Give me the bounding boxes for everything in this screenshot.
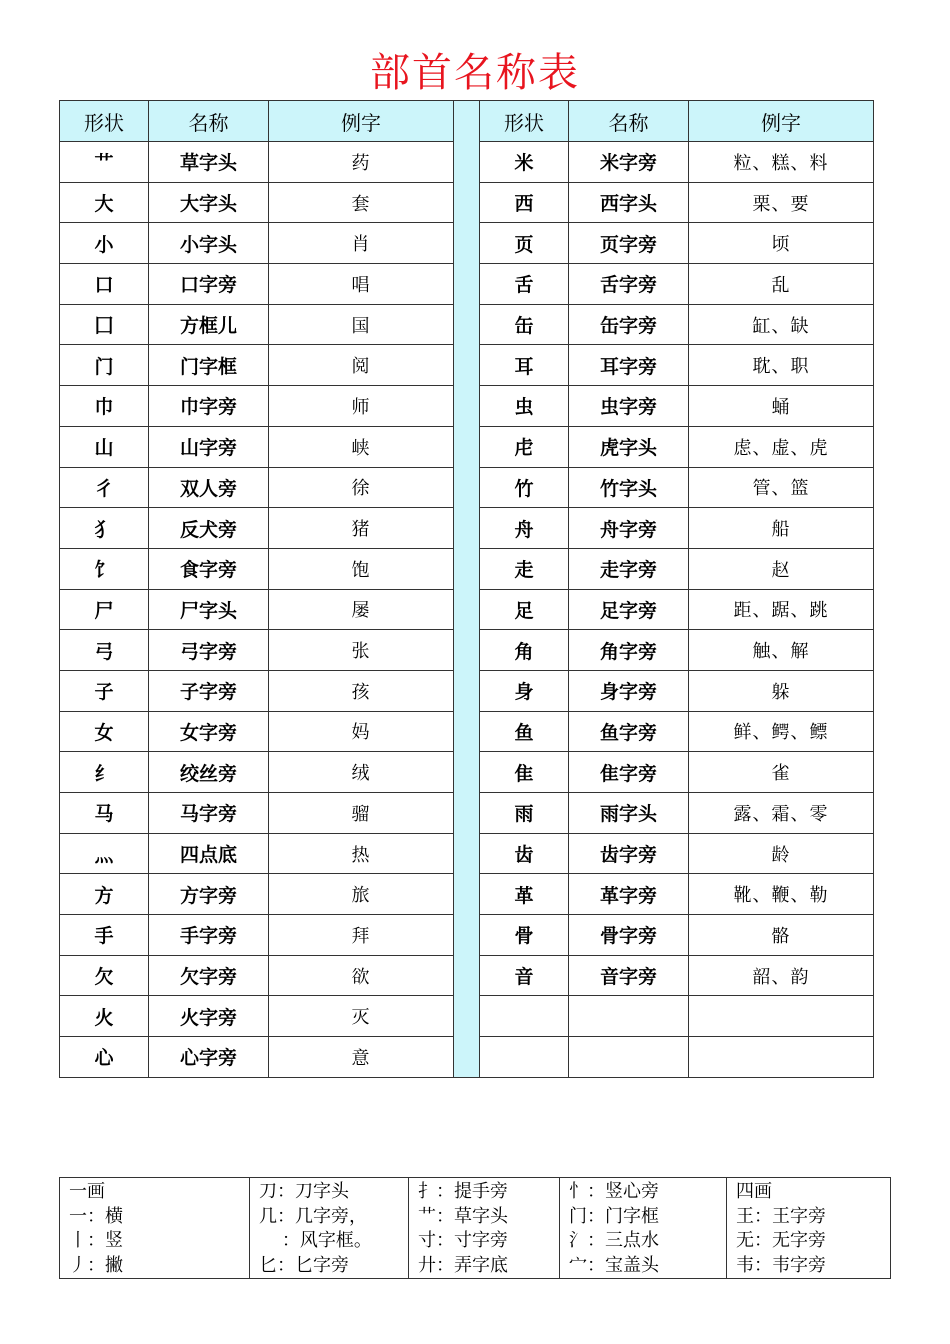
radical-shape: 耳 (480, 345, 569, 386)
radical-name: 尸字头 (149, 589, 269, 630)
radical-shape: 隹 (480, 752, 569, 793)
radical-table-body (60, 101, 874, 1078)
radical-name: 手字旁 (149, 915, 269, 956)
radical-shape: 彳 (60, 467, 149, 508)
radical-name: 欠字旁 (149, 955, 269, 996)
radical-example: 耽、职 (689, 345, 874, 386)
radical-name (569, 996, 689, 1037)
radical-name: 舟字旁 (569, 508, 689, 549)
radical-shape: 大 (60, 182, 149, 223)
radical-example: 赵 (689, 548, 874, 589)
radical-shape: 舌 (480, 264, 569, 305)
radical-shape: 缶 (480, 304, 569, 345)
radical-shape: 灬 (60, 833, 149, 874)
radical-name: 革字旁 (569, 874, 689, 915)
radical-example (689, 1037, 874, 1078)
radical-name: 页字旁 (569, 223, 689, 264)
stroke-legend-line: 氵：三点水 (569, 1230, 659, 1251)
radical-shape: 女 (60, 711, 149, 752)
stroke-legend-line: 匕：匕字旁 (259, 1254, 349, 1276)
radical-example: 骝 (269, 793, 454, 834)
radical-name: 走字旁 (569, 548, 689, 589)
radical-example: 顷 (689, 223, 874, 264)
radical-shape: 纟 (60, 752, 149, 793)
radical-shape: 身 (480, 670, 569, 711)
stroke-legend-cell (60, 1178, 250, 1279)
radical-name: 子字旁 (149, 670, 269, 711)
radical-shape: 小 (60, 223, 149, 264)
radical-shape: 足 (480, 589, 569, 630)
radical-name: 弓字旁 (149, 630, 269, 671)
header-name: 名称 (569, 101, 689, 142)
stroke-legend-table (59, 1177, 891, 1279)
radical-example: 韶、韵 (689, 955, 874, 996)
radical-name: 虎字头 (569, 426, 689, 467)
radical-example: 热 (269, 833, 454, 874)
header-name: 名称 (149, 101, 269, 142)
radical-example: 雀 (689, 752, 874, 793)
radical-shape: 口 (60, 264, 149, 305)
radical-shape: 艹 (60, 142, 149, 183)
stroke-legend-row (60, 1178, 891, 1279)
radical-shape: 虫 (480, 386, 569, 427)
radical-shape: 子 (60, 670, 149, 711)
radical-name: 角字旁 (569, 630, 689, 671)
radical-name: 双人旁 (149, 467, 269, 508)
stroke-legend-cell (727, 1178, 891, 1279)
column-separator (454, 101, 480, 1078)
radical-name: 马字旁 (149, 793, 269, 834)
radical-example: 绒 (269, 752, 454, 793)
radical-name: 缶字旁 (569, 304, 689, 345)
header-shape: 形状 (60, 101, 149, 142)
radical-shape: 竹 (480, 467, 569, 508)
radical-shape: 饣 (60, 548, 149, 589)
radical-example: 唱 (269, 264, 454, 305)
radical-example: 饱 (269, 548, 454, 589)
radical-name: 绞丝旁 (149, 752, 269, 793)
stroke-legend-line: 韦：韦字旁 (736, 1254, 826, 1276)
radical-name: 米字旁 (569, 142, 689, 183)
radical-name: 齿字旁 (569, 833, 689, 874)
stroke-legend-line: 四画 (736, 1181, 772, 1202)
radical-name: 足字旁 (569, 589, 689, 630)
radical-shape: 手 (60, 915, 149, 956)
radical-example: 意 (269, 1037, 454, 1078)
stroke-legend-line: 一：横 (69, 1205, 123, 1227)
radical-shape: 齿 (480, 833, 569, 874)
radical-shape: 骨 (480, 915, 569, 956)
radical-shape: 角 (480, 630, 569, 671)
radical-shape: 西 (480, 182, 569, 223)
radical-shape: 音 (480, 955, 569, 996)
radical-name: 骨字旁 (569, 915, 689, 956)
radical-example: 栗、要 (689, 182, 874, 223)
radical-shape: 鱼 (480, 711, 569, 752)
radical-shape (480, 996, 569, 1037)
stroke-legend-line: 宀：宝盖头 (569, 1254, 659, 1276)
radical-example: 靴、鞭、勒 (689, 874, 874, 915)
stroke-legend-cell (409, 1178, 560, 1279)
radical-name: 草字头 (149, 142, 269, 183)
radical-shape: 尸 (60, 589, 149, 630)
radical-name: 女字旁 (149, 711, 269, 752)
radical-name: 食字旁 (149, 548, 269, 589)
radical-name: 虫字旁 (569, 386, 689, 427)
radical-shape: 革 (480, 874, 569, 915)
radical-name: 心字旁 (149, 1037, 269, 1078)
stroke-legend-line: 王：王字旁 (736, 1205, 826, 1227)
radical-shape: 山 (60, 426, 149, 467)
stroke-legend-cell (560, 1178, 727, 1279)
stroke-legend-line: 寸：寸字旁 (418, 1230, 508, 1251)
radical-example: 距、踞、跳 (689, 589, 874, 630)
radical-example: 张 (269, 630, 454, 671)
stroke-legend-line: 扌：提手旁 (418, 1181, 508, 1202)
radical-name: 口字旁 (149, 264, 269, 305)
radical-example: 管、篮 (689, 467, 874, 508)
stroke-legend-line: 丨：竖 (69, 1230, 123, 1251)
radical-example: 缸、缺 (689, 304, 874, 345)
radical-name: 大字头 (149, 182, 269, 223)
radical-shape: 巾 (60, 386, 149, 427)
radical-table (59, 100, 874, 1078)
stroke-legend-line: 刀：刀字头 (259, 1181, 349, 1202)
stroke-legend-line: ：风字框。 (259, 1230, 372, 1251)
stroke-legend-line: 一画 (69, 1181, 105, 1202)
stroke-legend-line: 无：无字旁 (736, 1230, 826, 1251)
radical-shape: 心 (60, 1037, 149, 1078)
radical-shape: 门 (60, 345, 149, 386)
header-example: 例字 (689, 101, 874, 142)
radical-shape: 犭 (60, 508, 149, 549)
radical-name: 隹字旁 (569, 752, 689, 793)
radical-example: 龄 (689, 833, 874, 874)
radical-name: 巾字旁 (149, 386, 269, 427)
radical-name: 音字旁 (569, 955, 689, 996)
radical-example: 露、霜、零 (689, 793, 874, 834)
radical-name (569, 1037, 689, 1078)
stroke-legend-line: 门：门字框 (569, 1205, 659, 1227)
radical-example: 套 (269, 182, 454, 223)
radical-name: 舌字旁 (569, 264, 689, 305)
radical-example: 猪 (269, 508, 454, 549)
radical-name: 小字头 (149, 223, 269, 264)
page-title: 部首名称表 (370, 50, 580, 96)
radical-name: 火字旁 (149, 996, 269, 1037)
header-example: 例字 (269, 101, 454, 142)
radical-example: 骼 (689, 915, 874, 956)
radical-shape: 马 (60, 793, 149, 834)
radical-example: 妈 (269, 711, 454, 752)
radical-example: 船 (689, 508, 874, 549)
radical-example: 肖 (269, 223, 454, 264)
header-row (60, 101, 874, 142)
radical-shape: 欠 (60, 955, 149, 996)
radical-shape: 页 (480, 223, 569, 264)
radical-name: 四点底 (149, 833, 269, 874)
radical-name: 方框儿 (149, 304, 269, 345)
radical-example: 药 (269, 142, 454, 183)
radical-example: 触、解 (689, 630, 874, 671)
radical-example: 师 (269, 386, 454, 427)
radical-shape: 囗 (60, 304, 149, 345)
radical-example: 峡 (269, 426, 454, 467)
stroke-legend-cell (250, 1178, 409, 1279)
radical-name: 耳字旁 (569, 345, 689, 386)
radical-name: 身字旁 (569, 670, 689, 711)
radical-name: 雨字头 (569, 793, 689, 834)
stroke-legend-line: 艹：草字头 (418, 1205, 508, 1227)
stroke-legend-line: 忄：竖心旁 (569, 1181, 659, 1202)
radical-name: 鱼字旁 (569, 711, 689, 752)
radical-example: 蛹 (689, 386, 874, 427)
radical-shape (480, 1037, 569, 1078)
radical-name: 山字旁 (149, 426, 269, 467)
stroke-legend-line: 几：几字旁， (259, 1205, 367, 1227)
radical-example: 拜 (269, 915, 454, 956)
radical-name: 西字头 (569, 182, 689, 223)
radical-name: 竹字头 (569, 467, 689, 508)
radical-example: 孩 (269, 670, 454, 711)
radical-example: 屡 (269, 589, 454, 630)
radical-shape: 走 (480, 548, 569, 589)
radical-shape: 方 (60, 874, 149, 915)
stroke-legend-line: 廾：弄字底 (418, 1254, 508, 1276)
radical-shape: 舟 (480, 508, 569, 549)
radical-example: 虑、虚、虎 (689, 426, 874, 467)
stroke-legend-line: 丿：撇 (69, 1254, 123, 1276)
radical-shape: 弓 (60, 630, 149, 671)
radical-example: 国 (269, 304, 454, 345)
radical-shape: 虍 (480, 426, 569, 467)
radical-example (689, 996, 874, 1037)
radical-example: 鲜、鳄、鳔 (689, 711, 874, 752)
radical-example: 欲 (269, 955, 454, 996)
header-shape: 形状 (480, 101, 569, 142)
radical-name: 门字框 (149, 345, 269, 386)
radical-example: 粒、糕、料 (689, 142, 874, 183)
radical-example: 徐 (269, 467, 454, 508)
radical-example: 阅 (269, 345, 454, 386)
radical-name: 方字旁 (149, 874, 269, 915)
radical-shape: 火 (60, 996, 149, 1037)
radical-name: 反犬旁 (149, 508, 269, 549)
radical-shape: 雨 (480, 793, 569, 834)
radical-shape: 米 (480, 142, 569, 183)
radical-example: 躲 (689, 670, 874, 711)
radical-example: 乱 (689, 264, 874, 305)
radical-example: 旅 (269, 874, 454, 915)
radical-example: 灭 (269, 996, 454, 1037)
